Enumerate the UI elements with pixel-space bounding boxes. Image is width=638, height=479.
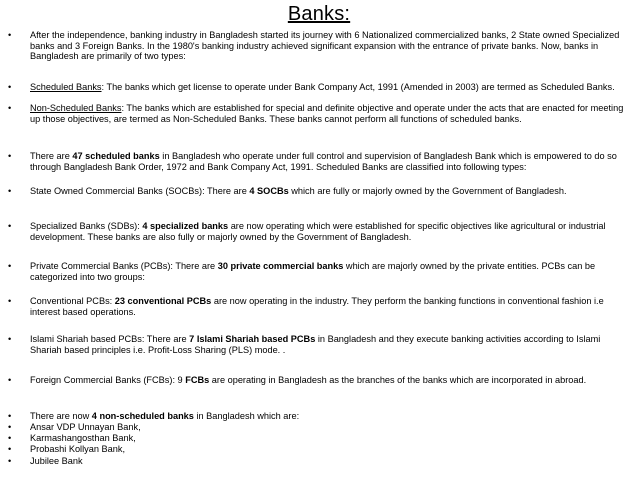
text-run: in Bangladesh who operate under full control and supervision of Bangladesh Bank which is empowered to do so through Bangladesh Bank Order, 1972 and Bank Company Act, 1991. Scheduled Banks are classified into following types:	[30, 151, 617, 172]
text-run: Probashi Kollyan Bank,	[30, 444, 125, 454]
bold-text: 4 SOCBs	[249, 186, 289, 196]
bullet-text	[30, 103, 628, 124]
bold-text: 23 conventional PCBs	[114, 296, 212, 306]
bullet-text	[30, 422, 628, 433]
bullet-icon: •	[8, 444, 12, 454]
bullet-item	[8, 221, 632, 242]
bullet-icon: •	[8, 433, 12, 443]
page-title: Banks:	[287, 3, 351, 25]
bullet-text	[30, 444, 628, 455]
text-run: : The banks which get license to operate under Bank Company Act, 1991 (Amended in 2003) are termed as Scheduled Banks.	[101, 82, 615, 92]
text-run: Ansar VDP Unnayan Bank,	[30, 422, 141, 432]
bold-text: 4 specialized banks	[142, 221, 229, 231]
text-run: Jubilee Bank	[30, 456, 83, 466]
bullet-item	[8, 456, 632, 467]
text-run: Specialized Banks (SDBs):	[30, 221, 143, 231]
bullet-item	[8, 186, 632, 197]
text-run: are now operating which were established for specific objectives like agricultural or industrial development. These banks are also fully or majorly owned by the Government of Bangladesh.	[30, 221, 606, 242]
bullet-item	[8, 433, 632, 444]
bullet-icon: •	[8, 456, 12, 466]
bullet-item	[8, 422, 632, 433]
bullet-icon: •	[8, 334, 12, 344]
text-run: in Bangladesh and they execute banking activities according to Islami Shariah based principles i.e. Profit-Loss Sharing (PLS) mode. .	[30, 334, 601, 355]
bullet-item	[8, 334, 632, 355]
text-run: After the independence, banking industry in Bangladesh started its journey with 6 Nationalized commercialized banks, 2 State owned Specialized banks and 3 Foreign Banks. In the 1980's banking industry achieved significant expansion with the entrance of private banks. Now, banks in Bangladesh are primarily of two types:	[30, 30, 620, 62]
bullet-icon: •	[8, 296, 12, 306]
text-run: There are	[30, 151, 73, 161]
bullet-item	[8, 411, 632, 422]
bullet-text	[30, 82, 628, 93]
bold-text: 30 private commercial banks	[217, 261, 344, 271]
bold-text: 7 Islami Shariah based PCBs	[189, 334, 316, 344]
bullet-item	[8, 151, 632, 172]
bullet-icon: •	[8, 151, 12, 161]
bullet-icon: •	[8, 221, 12, 231]
bullet-item	[8, 103, 632, 124]
text-run: Private Commercial Banks (PCBs): There are	[30, 261, 218, 271]
bullet-icon: •	[8, 411, 12, 421]
bullet-item	[8, 375, 632, 386]
bullet-icon: •	[8, 186, 12, 196]
bullet-icon: •	[8, 375, 12, 385]
bullet-item	[8, 30, 632, 62]
bullet-item	[8, 444, 632, 455]
bullet-text	[30, 151, 628, 172]
bullet-text	[30, 296, 628, 317]
bullet-icon: •	[8, 422, 12, 432]
text-run: : The banks which are established for special and definite objective and operate under the acts that are enacted for meeting up those objectives, are termed as Non-Scheduled Banks. These banks cannot perform all functions of scheduled banks.	[30, 103, 624, 124]
text-run: Foreign Commercial Banks (FCBs): 9	[30, 375, 186, 385]
text-run: There are now	[30, 411, 92, 421]
bullet-text	[30, 221, 628, 242]
bullet-icon: •	[8, 82, 12, 92]
bullet-item	[8, 261, 632, 282]
bullet-text	[30, 30, 628, 62]
text-run: which are fully or majorly owned by the Government of Bangladesh.	[288, 186, 567, 196]
text-run: Islami Shariah based PCBs: There are	[30, 334, 190, 344]
bullet-text	[30, 334, 628, 355]
text-run: are now operating in the industry. They perform the banking functions in conventional fashion i.e interest based operations.	[30, 296, 604, 317]
text-run: in Bangladesh which are:	[193, 411, 300, 421]
bullet-text	[30, 411, 628, 422]
bold-text: 4 non-scheduled banks	[91, 411, 194, 421]
bullet-item	[8, 296, 632, 317]
bullet-icon: •	[8, 261, 12, 271]
bullet-text	[30, 456, 628, 467]
text-run: Conventional PCBs:	[30, 296, 115, 306]
bullet-text	[30, 433, 628, 444]
bold-text: 47 scheduled banks	[72, 151, 160, 161]
text-run: which are majorly owned by the private entities. PCBs can be categorized into two groups:	[30, 261, 596, 282]
text-run: Karmashangosthan Bank,	[30, 433, 136, 443]
text-run: are operating in Bangladesh as the branches of the banks which are incorporated in abroad.	[209, 375, 587, 385]
text-run: State Owned Commercial Banks (SOCBs): There are	[30, 186, 250, 196]
bullet-text	[30, 375, 628, 386]
bullet-text	[30, 186, 628, 197]
underlined-term: Non-Scheduled Banks	[30, 103, 122, 113]
bullet-icon: •	[8, 103, 12, 113]
bullet-text	[30, 261, 628, 282]
underlined-term: Scheduled Banks	[30, 82, 102, 92]
bullet-icon: •	[8, 30, 12, 40]
bullet-item	[8, 82, 632, 93]
bold-text: FCBs	[185, 375, 210, 385]
